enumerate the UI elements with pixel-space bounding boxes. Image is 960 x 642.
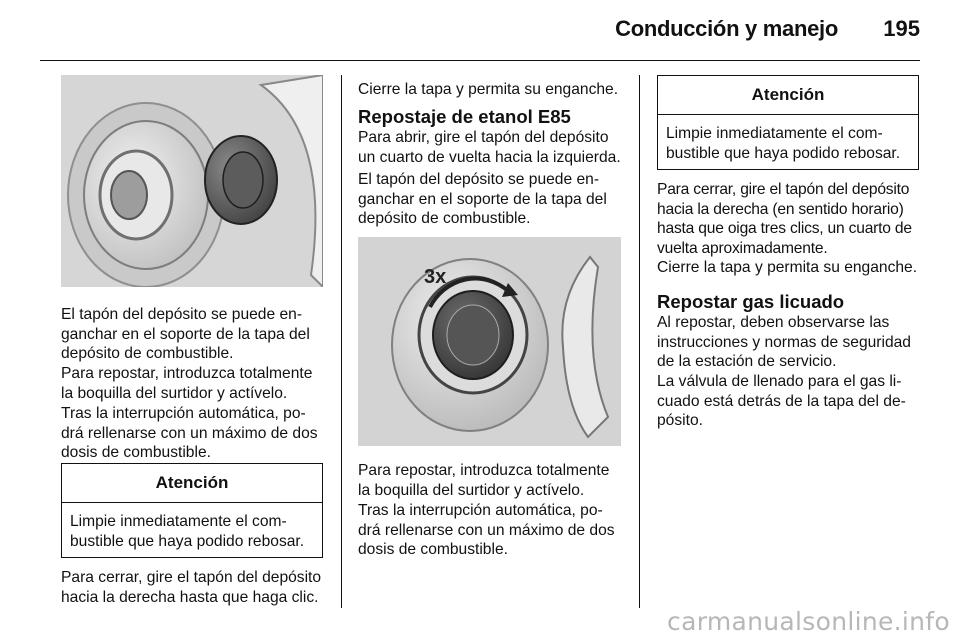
section-heading-lpg: Repostar gas licuado: [657, 291, 845, 312]
section-heading-e85: Repostaje de etanol E85: [358, 106, 571, 127]
watermark: carmanualsonline.info: [667, 607, 950, 636]
fuel-cap-figure: [61, 75, 323, 287]
attention-box: [61, 463, 323, 558]
header-divider: [40, 60, 920, 61]
attention-text-2: Limpie inmediatamente el com- bustible que haya podido rebosar.: [666, 125, 901, 162]
paragraph-close-cap: Para cerrar, gire el tapón del depósito hacia la derecha hasta que haga clic.: [61, 569, 322, 606]
paragraph-cap-holder-e85: El tapón del depósito se puede en- ganchar en el soporte de la tapa del depósito de combustible.: [358, 171, 607, 227]
paragraph-cap-holder: El tapón del depósito se puede en- ganchar en el soporte de la tapa del depósito de combustible.: [61, 306, 310, 362]
paragraph-automatic-shutoff-e85: Tras la interrupción automática, po- drá rellenarse con un máximo de dos dosis de combustible.: [358, 502, 615, 558]
attention-text: Limpie inmediatamente el com- bustible que haya podido rebosar.: [70, 513, 305, 550]
paragraph-open-cap: Para abrir, gire el tapón del depósito un cuarto de vuelta hacia la izquierda.: [358, 129, 621, 166]
paragraph-close-flap: Cierre la tapa y permita su enganche.: [358, 81, 619, 98]
attention-box-2: [657, 75, 919, 170]
paragraph-refuel-instructions-e85: Para repostar, introduzca totalmente la boquilla del surtidor y actívelo.: [358, 462, 610, 499]
attention-title-2: Atención: [658, 76, 918, 115]
page-header-title: Conducción y manejo: [615, 16, 838, 41]
paragraph-automatic-shutoff: Tras la interrupción automática, po- drá rellenarse con un máximo de dos dosis de combustible.: [61, 405, 318, 461]
paragraph-close-cap-three-clicks: Para cerrar, gire el tapón del depósito hacia la derecha (en sentido horario) hasta que oiga tres clics, un cuarto de vuelta aproximadamente.: [657, 181, 912, 257]
column-divider-2: [639, 75, 640, 608]
fuel-cap-e85-three-clicks-illustration-icon: [358, 237, 621, 446]
page-number: 195: [883, 16, 920, 41]
attention-title: Atención: [62, 464, 322, 503]
paragraph-close-flap-2: Cierre la tapa y permita su enganche.: [657, 259, 918, 276]
paragraph-lpg-safety: Al repostar, deben observarse las instrucciones y normas de seguridad de la estación de servicio.: [657, 314, 911, 370]
fuel-cap-open-illustration-icon: [61, 75, 323, 287]
fuel-cap-e85-figure: [358, 237, 621, 446]
paragraph-refuel-instructions: Para repostar, introduzca totalmente la boquilla del surtidor y actívelo.: [61, 365, 313, 402]
paragraph-lpg-valve: La válvula de llenado para el gas li- cuado está detrás de la tapa del de- pósito.: [657, 373, 906, 429]
three-times-label: 3x: [424, 266, 447, 288]
column-divider-1: [341, 75, 342, 608]
